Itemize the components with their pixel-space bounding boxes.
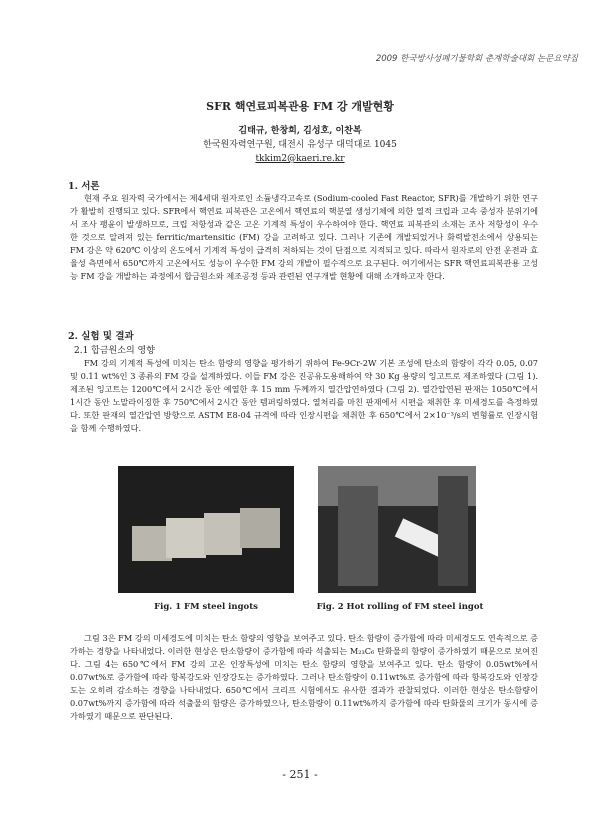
figure-1-caption: Fig. 1 FM steel ingots bbox=[154, 602, 258, 612]
figure-2-hot-rolling-image bbox=[318, 466, 476, 593]
section-1-paragraph: 현재 주요 원자력 국가에서는 제4세대 원자로인 소듐냉각고속로 (Sodium-cooled Fast Reactor, SFR)를 개발하기 위한 연구가 활발히 진행되고 있다. SFR에서 핵연료 피복관은 고온에서 핵연료의 핵분열 생성기체에 의한 열적 크립과 고속 중성자 분위기에서 조사 팽윤이 발생하므로, 크립 저항성과 같은 고온 기계적 특성이 우수하여야 한다. 핵연료 피복관의 소재는 조사 저항성이 우수한 것으로 알려져 있는 ferritic/martensitic (FM) 강을 고려하고 있다. 그러나 기존에 개발되었거나 화력발전소에서 상용되는 FM 강은 약 620℃ 이상의 온도에서 기계적 특성이 급격히 저하되는 것이 단점으로 지적되고 있다. 따라서 원자로의 안전 운전과 효율성 측면에서 650℃까지 고온에서도 성능이 우수한 FM 강의 개발이 필수적으로 요구된다. 여기에서는 SFR 핵연료피복관용 고성능 FM 강을 개발하는 과정에서 합금원소와 제조공정 등과 관련된 연구개발 현황에 대해 소개하고자 한다. bbox=[70, 193, 538, 281]
section-2-body bbox=[70, 357, 538, 435]
paper-title: SFR 핵연료피복관용 FM 강 개발현황 bbox=[206, 100, 394, 113]
results-body bbox=[70, 632, 538, 723]
author-email[interactable]: tkkim2@kaeri.re.kr bbox=[255, 154, 345, 164]
section-1-body bbox=[70, 192, 538, 283]
figure-2-caption: Fig. 2 Hot rolling of FM steel ingot bbox=[316, 602, 484, 612]
author-names: 김태규, 한창희, 김성호, 이찬복 bbox=[238, 126, 362, 136]
author-affiliation: 한국원자력연구원, 대전시 유성구 대덕대로 1045 bbox=[203, 140, 397, 150]
section-2-1-heading: 2.1 합금원소의 영향 bbox=[74, 346, 155, 356]
page-number: - 251 - bbox=[282, 768, 318, 781]
figure-1-ingots-image bbox=[118, 466, 294, 593]
conference-header: 2009 한국방사성폐기물학회 춘계학술대회 논문요약집 bbox=[375, 54, 578, 64]
section-1-heading: 1. 서론 bbox=[68, 181, 100, 192]
ingots-illustration bbox=[118, 466, 294, 593]
section-2-heading: 2. 실험 및 결과 bbox=[68, 331, 134, 342]
author-block bbox=[0, 124, 600, 166]
results-paragraph: 그림 3은 FM 강의 미세경도에 미치는 탄소 함량의 영향을 보여주고 있다. 탄소 함량이 증가함에 따라 미세경도도 연속적으로 증가하는 경향을 나타내었다. 이러한 현상은 탄소함량이 증가함에 따라 석출되는 M₂₃C₆ 탄화물의 함량이 증가하였기 때문으로 보여진다. 그림 4는 650℃에서 FM 강의 고온 인장특성에 미치는 탄소 함량의 영향을 보여주고 있다. 탄소 함량이 0.05wt%에서 0.07wt%로 증가함에 따라 항복강도와 인장강도는 증가하였다. 그러나 탄소함량이 0.11wt%로 증가함에 따라 항복강도와 인장강도는 오히려 감소하는 경향을 나타내었다. 650℃에서 크리프 시험에서도 유사한 결과가 관찰되었다. 이러한 현상은 탄소함량이 0.07wt%까지 증가함에 따라 석출물의 함량은 증가하였으나, 탄소함량이 0.11wt%까지 증가함에 따라 탄화물의 크기가 동시에 증가하였기 때문으로 판단된다. bbox=[70, 633, 538, 721]
hot-rolling-illustration bbox=[318, 466, 476, 593]
section-2-paragraph: FM 강의 기계적 특성에 미치는 탄소 함량의 영향을 평가하기 위하여 Fe-9Cr-2W 기본 조성에 탄소의 함량이 각각 0.05, 0.07 및 0.11 wt%인 3 종류의 FM 강을 설계하였다. 이들 FM 강은 진공유도용해하여 약 30 Kg 용량의 잉고트로 제조하였다 (그림 1). 제조된 잉고트는 1200℃에서 2시간 동안 예열한 후 15 mm 두께까지 열간압연하였다 (그림 2). 열간압연된 판재는 1050℃에서 1시간 동안 노말라이징한 후 750℃에서 2시간 동안 템퍼링하였다. 열처리를 마친 판재에서 시편을 채취한 후 미세경도를 측정하였다. 또한 판재의 열간압연 방향으로 ASTM E8-04 규격에 따라 인장시편을 채취한 후 650℃에서 2×10⁻³/s의 변형률로 인장시험을 함께 수행하였다. bbox=[70, 358, 538, 433]
